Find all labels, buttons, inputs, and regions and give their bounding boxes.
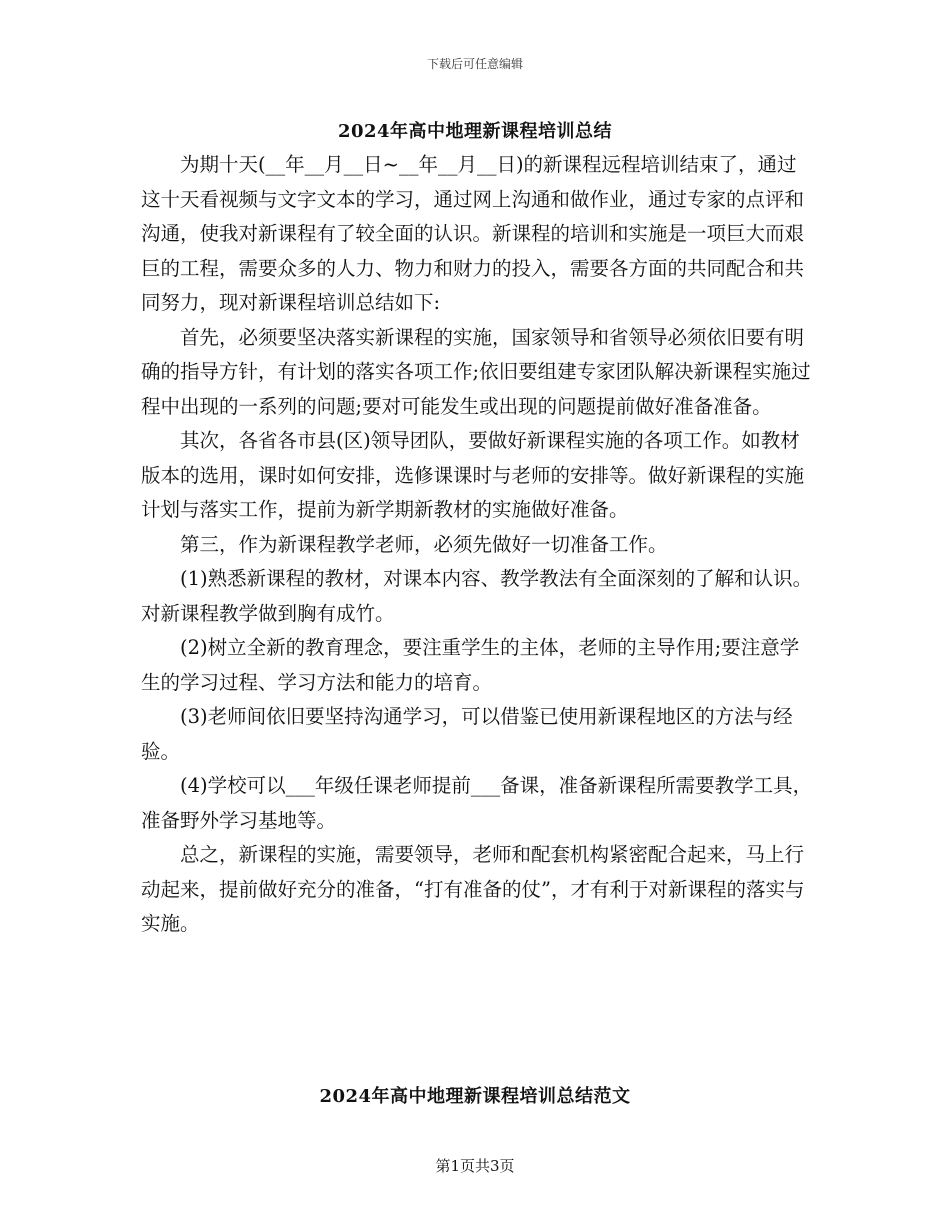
list-item-1: (1)熟悉新课程的教材，对课本内容、教学教法有全面深刻的了解和认识。对新课程教学做到胸有成竹。 bbox=[141, 567, 813, 625]
list-item-2: (2)树立全新的教育理念，要注重学生的主体，老师的主导作用;要注意学生的学习过程、学习方法和能力的培育。 bbox=[141, 636, 800, 694]
document-body bbox=[141, 148, 813, 942]
list-item-3: (3)老师间依旧要坚持沟通学习，可以借鉴已使用新课程地区的方法与经验。 bbox=[141, 705, 793, 763]
list-item-4: (4)学校可以___年级任课老师提前___备课，准备新课程所需要教学工具，准备野外学习基地等。 bbox=[141, 774, 813, 832]
paragraph-second: 其次，各省各市县(区)领导团队，要做好新课程实施的各项工作。如教材版本的选用，课时如何安排，选修课课时与老师的安排等。做好新课程的实施计划与落实工作，提前为新学期新教材的实施做好准备。 bbox=[141, 429, 805, 521]
second-document-title: 2024年高中地理新课程培训总结范文 bbox=[319, 1086, 631, 1107]
paragraph-first: 首先，必须要坚决落实新课程的实施，国家领导和省领导必须依旧要有明确的指导方针，有计划的落实各项工作;依旧要组建专家团队解决新课程实施过程中出现的一系列的问题;要对可能发生或出现的问题提前做好准备准备。 bbox=[141, 325, 811, 418]
header-note: 下载后可任意编辑 bbox=[426, 57, 523, 71]
paragraph-third: 第三，作为新课程教学老师，必须先做好一切准备工作。 bbox=[180, 532, 668, 556]
paragraph-intro: 为期十天(__年__月__日~__年__月__日)的新课程远程培训结束了，通过这十天看视频与文字文本的学习，通过网上沟通和做作业，通过专家的点评和沟通，使我对新课程有了较全面的认识。新课程的培训和实施是一项巨大而艰巨的工程，需要众多的人力、物力和财力的投入，需要各方面的共同配合和共同努力，现对新课程培训总结如下: bbox=[141, 153, 805, 314]
paragraph-conclusion: 总之，新课程的实施，需要领导，老师和配套机构紧密配合起来，马上行动起来，提前做好充分的准备，“打有准备的仗”，才有利于对新课程的落实与实施。 bbox=[141, 843, 805, 935]
page-number-footer: 第1页共3页 bbox=[435, 1157, 515, 1175]
document-title: 2024年高中地理新课程培训总结 bbox=[337, 121, 613, 142]
